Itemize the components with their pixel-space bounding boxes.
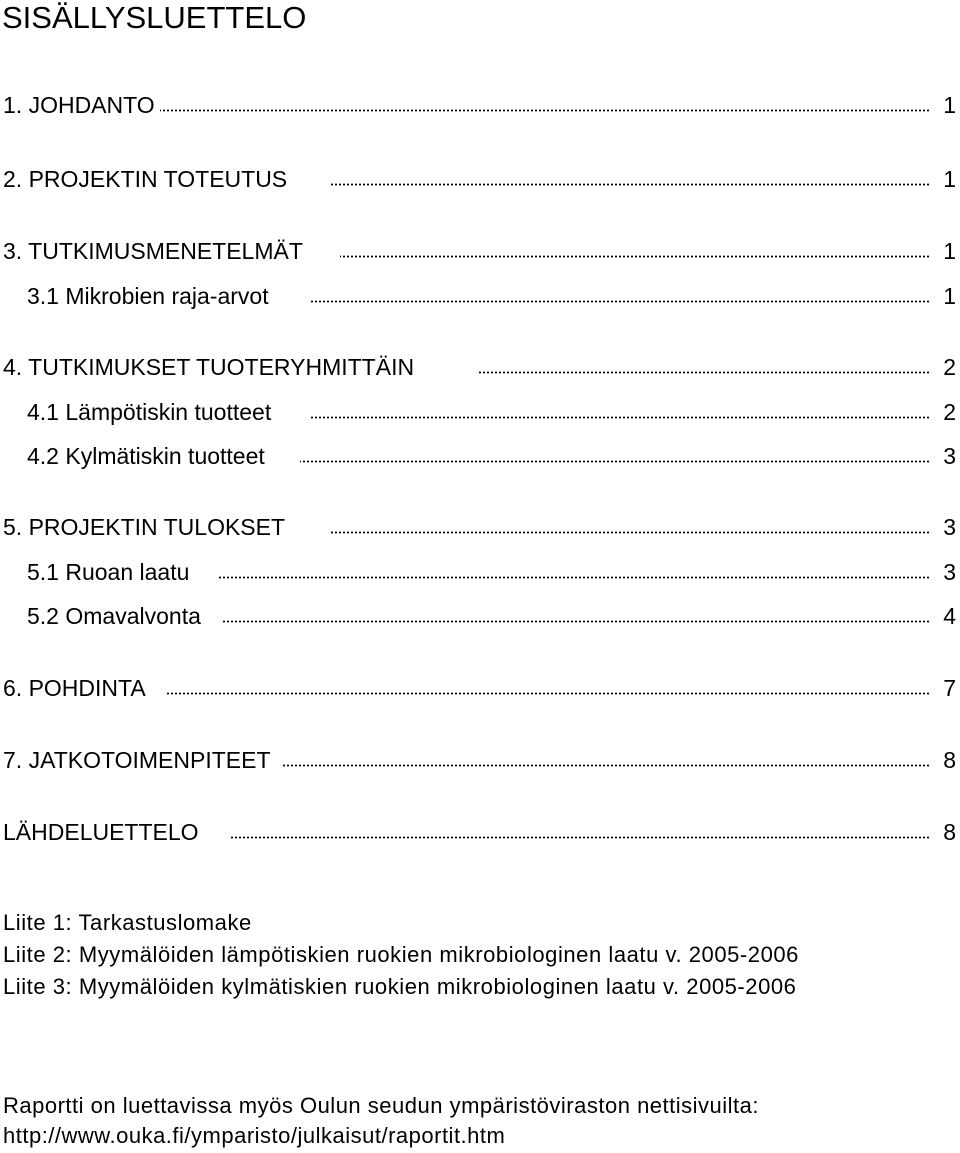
toc-entry-lahdeluettelo[interactable] (0, 817, 960, 847)
toc-leader-dots (310, 300, 930, 303)
toc-entry-page: 2 (943, 399, 956, 425)
toc-entry-tutkimukset-tuoteryhmittain[interactable] (0, 352, 960, 382)
toc-entry-page: 4 (943, 603, 956, 629)
toc-leader-dots (218, 576, 930, 579)
toc-leader-dots (160, 109, 930, 112)
appendix-3: Liite 3: Myymälöiden kylmätiskien ruokien mikrobiologinen laatu v. 2005-2006 (3, 974, 797, 999)
appendix-1: Liite 1: Tarkastuslomake (3, 910, 252, 935)
toc-entry-label: 3. TUTKIMUSMENETELMÄT (3, 238, 303, 264)
toc-entry-page: 8 (943, 747, 956, 773)
toc-leader-dots (230, 836, 930, 839)
availability-note: Raportti on luettavissa myös Oulun seudun ympäristöviraston nettisivuilta: (3, 1093, 760, 1118)
toc-leader-dots (310, 416, 930, 419)
toc-entry-page: 3 (943, 514, 956, 540)
page-title: SISÄLLYSLUETTELO (2, 0, 307, 35)
toc-entry-page: 2 (943, 354, 956, 380)
toc-entry-page: 1 (943, 238, 956, 264)
toc-entry-label: LÄHDELUETTELO (3, 819, 199, 845)
toc-leader-dots (330, 183, 930, 186)
toc-entry-label: 4.1 Lämpötiskin tuotteet (27, 399, 272, 425)
toc-entry-label: 4. TUTKIMUKSET TUOTERYHMITTÄIN (3, 354, 415, 380)
toc-leader-dots (340, 255, 930, 258)
toc-entry-projektin-toteutus[interactable] (0, 164, 960, 194)
toc-entry-pohdinta[interactable] (0, 673, 960, 703)
toc-entry-projektin-tulokset[interactable] (0, 512, 960, 542)
toc-entry-page: 3 (943, 559, 956, 585)
toc-entry-label: 2. PROJEKTIN TOTEUTUS (3, 166, 288, 192)
report-url-link[interactable]: http://www.ouka.fi/ymparisto/julkaisut/raportit.htm (3, 1123, 506, 1148)
toc-entry-page: 8 (943, 819, 956, 845)
toc-leader-dots (283, 764, 930, 767)
toc-entry-label: 5.1 Ruoan laatu (27, 559, 190, 585)
toc-entry-label: 1. JOHDANTO (3, 92, 155, 118)
toc-entry-kylmatiskin-tuotteet[interactable] (0, 441, 960, 471)
toc-leader-dots (478, 371, 930, 374)
toc-entry-mikrobien-raja-arvot[interactable] (0, 281, 960, 311)
toc-entry-page: 1 (943, 166, 956, 192)
toc-leader-dots (222, 620, 930, 623)
toc-leader-dots (300, 460, 930, 463)
toc-entry-label: 6. POHDINTA (3, 675, 146, 701)
toc-entry-page: 1 (943, 92, 956, 118)
toc-entry-jatkotoimenpiteet[interactable] (0, 745, 960, 775)
toc-entry-page: 3 (943, 443, 956, 469)
toc-entry-tutkimusmenetelmat[interactable] (0, 236, 960, 266)
toc-leader-dots (167, 692, 930, 695)
toc-entry-omavalvonta[interactable] (0, 601, 960, 631)
toc-entry-lampotiskin-tuotteet[interactable] (0, 397, 960, 427)
toc-leader-dots (330, 531, 930, 534)
toc-entry-label: 5.2 Omavalvonta (27, 603, 201, 629)
toc-entry-label: 4.2 Kylmätiskin tuotteet (27, 443, 265, 469)
appendix-2: Liite 2: Myymälöiden lämpötiskien ruokien mikrobiologinen laatu v. 2005-2006 (3, 942, 799, 967)
toc-entry-johdanto[interactable] (0, 90, 960, 120)
toc-entry-ruoan-laatu[interactable] (0, 557, 960, 587)
toc-entry-page: 7 (943, 675, 956, 701)
toc-entry-label: 5. PROJEKTIN TULOKSET (3, 514, 286, 540)
toc-entry-page: 1 (943, 283, 956, 309)
toc-entry-label: 7. JATKOTOIMENPITEET (3, 747, 271, 773)
toc-entry-label: 3.1 Mikrobien raja-arvot (27, 283, 269, 309)
